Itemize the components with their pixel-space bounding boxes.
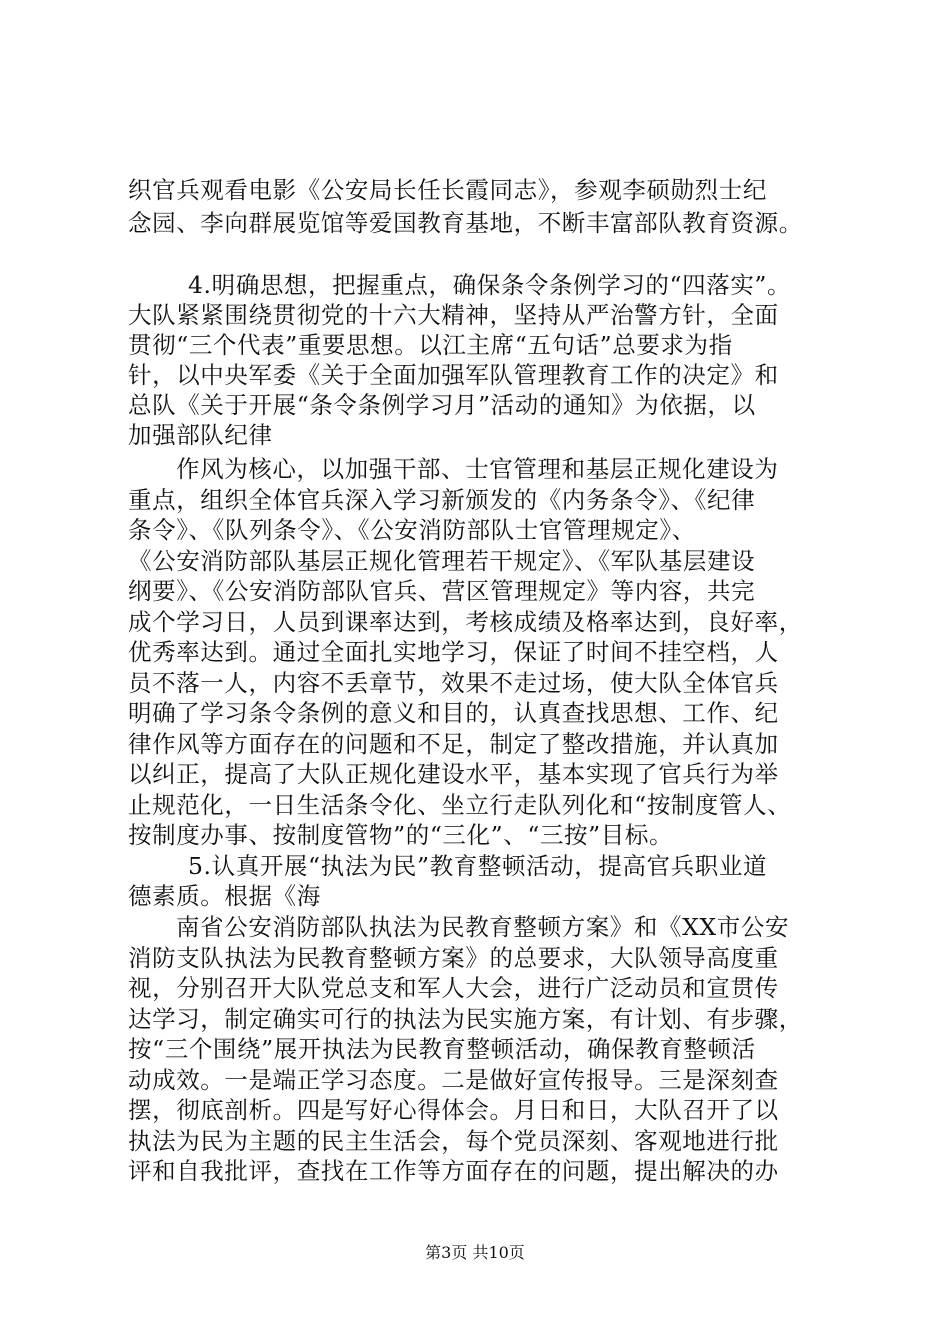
text-line: 5.认真开展“执法为民”教育整顿活动，提高官兵职业道 [188, 852, 768, 880]
text-line: 动成效。一是端正学习态度。二是做好宣传报导。三是深刻查 [128, 1066, 779, 1094]
text-line: 纲要》、《公安消防部队官兵、营区管理规定》等内容，共完 [128, 577, 756, 605]
text-line: 大队紧紧围绕贯彻党的十六大精神，坚持从严治警方针，全面 [128, 301, 779, 329]
text-line: 贯彻“三个代表”重要思想。以江主席“五句话”总要求为指 [128, 331, 733, 359]
text-line: 总队《关于开展“条令条例学习月”活动的通知》为依据，以 [128, 391, 756, 419]
text-line: 织官兵观看电影《公安局长任长霞同志》，参观李硕勋烈士纪 [128, 176, 767, 204]
text-line: 成个学习日，人员到课率达到，考核成绩及格率达到，良好率， [128, 608, 803, 636]
text-line: 明确了学习条令条例的意义和目的，认真查找思想、工作、纪 [128, 699, 779, 727]
text-line: 4.明确思想，把握重点，确保条令条例学习的“四落实”。 [188, 271, 792, 299]
text-line: 南省公安消防部队执法为民教育整顿方案》和《XX市公安 [176, 913, 790, 941]
text-line: 加强部队纪律 [128, 421, 273, 449]
text-line: 摆，彻底剖析。四是写好心得体会。月日和日，大队召开了以 [128, 1096, 779, 1124]
text-line: 针，以中央军委《关于全面加强军队管理教育工作的决定》和 [128, 361, 779, 389]
text-line: 按制度办事、按制度管物”的“三化”、“三按”目标。 [128, 821, 674, 849]
text-line: 《公安消防部队基层正规化管理若干规定》、《军队基层建设 [128, 547, 756, 575]
text-line: 德素质。根据《海 [128, 882, 321, 910]
text-line: 按“三个围绕”展开执法为民教育整顿活动，确保教育整顿活 [128, 1035, 756, 1063]
text-line: 员不落一人，内容不丢章节，效果不走过场，使大队全体官兵 [128, 669, 779, 697]
text-line: 条令》、《队列条令》、《公安消防部队士官管理规定》、 [128, 516, 696, 544]
text-line: 视，分别召开大队党总支和军人大会，进行广泛动员和宣贯传 [128, 974, 779, 1002]
page-number-footer: 第3页 共10页 [425, 1243, 525, 1262]
text-line: 达学习，制定确实可行的执法为民实施方案，有计划、有步骤， [128, 1005, 803, 1033]
text-line: 念园、李向群展览馆等爱国教育基地，不断丰富部队教育资源。 [128, 209, 803, 237]
text-line: 律作风等方面存在的问题和不足，制定了整改措施，并认真加 [128, 730, 779, 758]
text-line: 评和自我批评，查找在工作等方面存在的问题，提出解决的办 [128, 1157, 779, 1185]
text-line: 消防支队执法为民教育整顿方案》的总要求，大队领导高度重 [128, 944, 779, 972]
text-line: 止规范化，一日生活条令化、坐立行走队列化和“按制度管人、 [128, 791, 792, 819]
text-line: 重点，组织全体官兵深入学习新颁发的《内务条令》、《纪律 [128, 486, 756, 514]
text-line: 优秀率达到。通过全面扎实地学习，保证了时间不挂空档，人 [128, 638, 779, 666]
text-line: 执法为民为主题的民主生活会，每个党员深刻、客观地进行批 [128, 1127, 779, 1155]
text-line: 以纠正，提高了大队正规化建设水平，基本实现了官兵行为举 [128, 760, 779, 788]
text-line: 作风为核心，以加强干部、士官管理和基层正规化建设为 [176, 455, 779, 483]
